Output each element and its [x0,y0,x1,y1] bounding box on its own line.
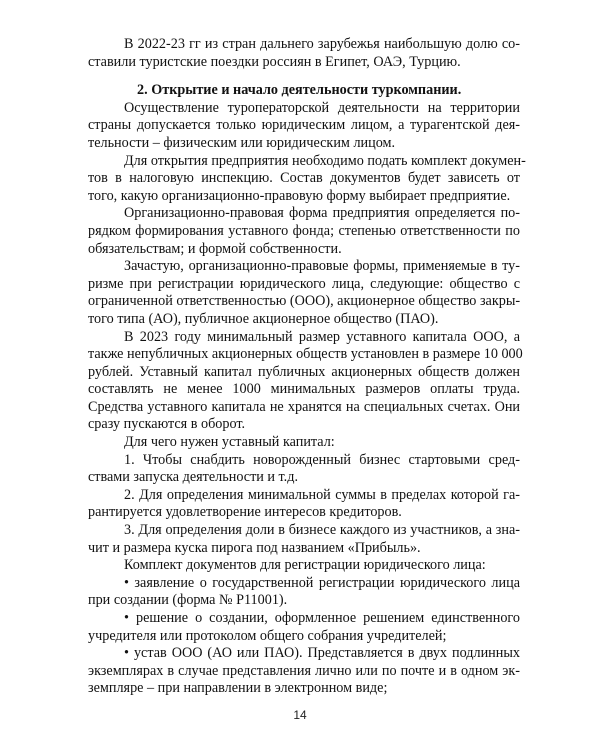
paragraph-line: Для чего нужен уставный капитал: [124,434,335,451]
paragraph-line: того типа (АО), публичное акционерное общество (ПАО). [88,310,439,327]
bullet-item-line: экземплярах в случае представления лично или по почте и в одном эк- [88,662,520,679]
page-number: 14 [293,708,307,722]
bullet-item-line: земпляре – при направлении в электронном виде; [88,680,388,697]
bullet-item-line: при создании (форма № Р11001). [88,592,288,609]
paragraph-line: рублей. Уставный капитал публичных акционерных обществ должен [88,363,520,380]
body-text [88,36,526,698]
list-item-line: ствами запуска деятельности и т.д. [88,469,298,486]
paragraph-line: Организационно-правовая форма предприятия определяется по- [124,205,520,222]
paragraph-line: ставили туристские поездки россиян в Египет, ОАЭ, Турцию. [88,53,461,70]
list-item-line: 1. Чтобы снабдить новорожденный бизнес стартовыми сред- [124,451,520,468]
paragraph-line: составлять не менее 1000 минимальных размеров оплаты труда. [88,381,520,398]
paragraph-line: ограниченной ответственностью (ООО), акционерное общество закры- [88,293,521,310]
list-item-line: 3. Для определения доли в бизнесе каждого из участников, а зна- [124,522,520,539]
bullet-item-line: • устав ООО (АО или ПАО). Представляется в двух подлинных [124,645,520,662]
paragraph-line: Средства уставного капитала не хранятся на специальных счетах. Они [88,398,520,415]
paragraph-line: тов в налоговую инспекцию. Состав документов будет зависеть от [88,170,520,187]
paragraph-line: Зачастую, организационно-правовые формы, применяемые в ту- [124,258,520,275]
paragraph-line: рядком формирования уставного фонда; степенью ответственности по [88,222,520,239]
paragraph-line: тельности – физическим или юридическим лицом. [88,134,396,151]
paragraph-line: Осуществление туроператорской деятельности на территории [124,99,520,116]
paragraph-line: Комплект документов для регистрации юридического лица: [124,557,486,574]
paragraph-line: Для открытия предприятия необходимо подать комплект докумен- [124,152,526,169]
list-item-line: чит и размера куска пирога под названием «Прибыль». [88,539,421,556]
bullet-item-line: учредителя или протоколом общего собрания учредителей; [88,627,447,644]
bullet-item-line: • заявление о государственной регистрации юридического лица [124,574,520,591]
list-item-line: 2. Для определения минимальной суммы в пределах которой га- [124,486,520,503]
paragraph-line: также непубличных акционерных обществ установлен в размере 10 000 [88,346,523,363]
list-item-line: рантируется удовлетворение интересов кредиторов. [88,504,402,521]
paragraph-line: обязательствам; и формой собственности. [88,240,342,257]
paragraph-line: страны допускается только юридическим лицом, а турагентской дея- [88,117,520,134]
paragraph-line: ризме при регистрации юридического лица, следующие: общество с [88,275,520,292]
paragraph-line: В 2022-23 гг из стран дальнего зарубежья наибольшую долю со- [124,36,520,52]
paragraph-line: сразу пускаются в оборот. [88,416,246,433]
bullet-item-line: • решение о создании, оформленное решением единственного [124,610,520,626]
section-heading: 2. Открытие и начало деятельности туркомпании. [137,82,462,99]
paragraph-line: того, какую организационно-правовую форму выбирает предприятие. [88,187,511,204]
paragraph-line: В 2023 году минимальный размер уставного капитала ООО, а [124,328,520,345]
